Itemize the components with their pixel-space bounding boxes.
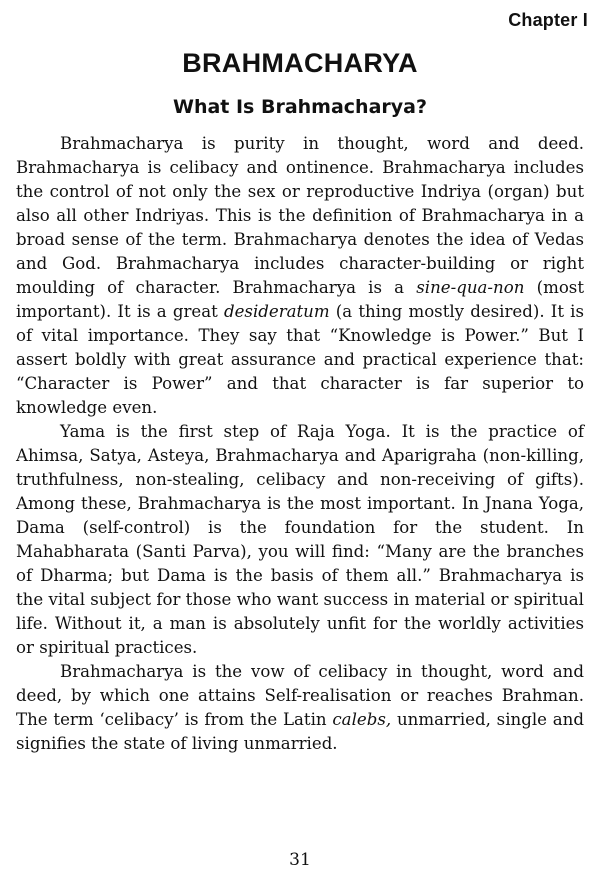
text-run: Brahmacharya is the vow of celibacy in thought, word and deed, by which one attains Self-realisation or reaches Brahman. The term ‘celibacy’ is from the Latin — [16, 662, 584, 729]
paragraph-3 — [16, 660, 584, 756]
text-run: (most important). It is a great — [16, 278, 584, 321]
chapter-label: Chapter I — [508, 10, 588, 30]
italic-term: desideratum — [223, 302, 330, 321]
paragraph-2 — [16, 420, 584, 660]
page-number: 31 — [289, 850, 311, 870]
paragraph-1 — [16, 132, 584, 420]
italic-term: sine-qua-non — [416, 278, 525, 297]
text-run: unmarried, single and signifies the state of living unmarried. — [16, 710, 584, 753]
page-title: BRAHMACHARYA — [182, 48, 418, 78]
section-heading: What Is Brahmacharya? — [172, 96, 428, 118]
italic-term: calebs, — [332, 710, 392, 729]
text-run: Brahmacharya is purity in thought, word and deed. Brahmacharya is celibacy and ontinence. Brahmacharya includes the control of not only the sex or reproductive Indriya (organ) but also all other Indriyas. This is the definition of Brahmacharya in a broad sense of the term. Brahmacharya denotes the idea of Vedas and God. Brahmacharya includes character-building or right moulding of character. Brahmacharya is a — [16, 134, 584, 297]
body-text — [16, 132, 584, 756]
text-run: Yama is the first step of Raja Yoga. It is the practice of Ahimsa, Satya, Asteya, Brahmacharya and Aparigraha (non-killing, truthfulness, non-stealing, celibacy and non-receiving of gifts). Among these, Brahmacharya is the most important. In Jnana Yoga, Dama (self-control) is the foundation for the student. In Mahabharata (Santi Parva), you will find: “Many are the branches of Dharma; but Dama is the basis of them all.” Brahmacharya is the vital subject for those who want success in material or spiritual life. Without it, a man is absolutely unfit for the worldly activities or spiritual practices. — [16, 422, 584, 657]
text-run: (a thing mostly desired). It is of vital importance. They say that “Knowledge is Power.” But I assert boldly with great assurance and practical experience that: “Character is Power” and that character is far superior to knowledge even. — [16, 302, 584, 417]
